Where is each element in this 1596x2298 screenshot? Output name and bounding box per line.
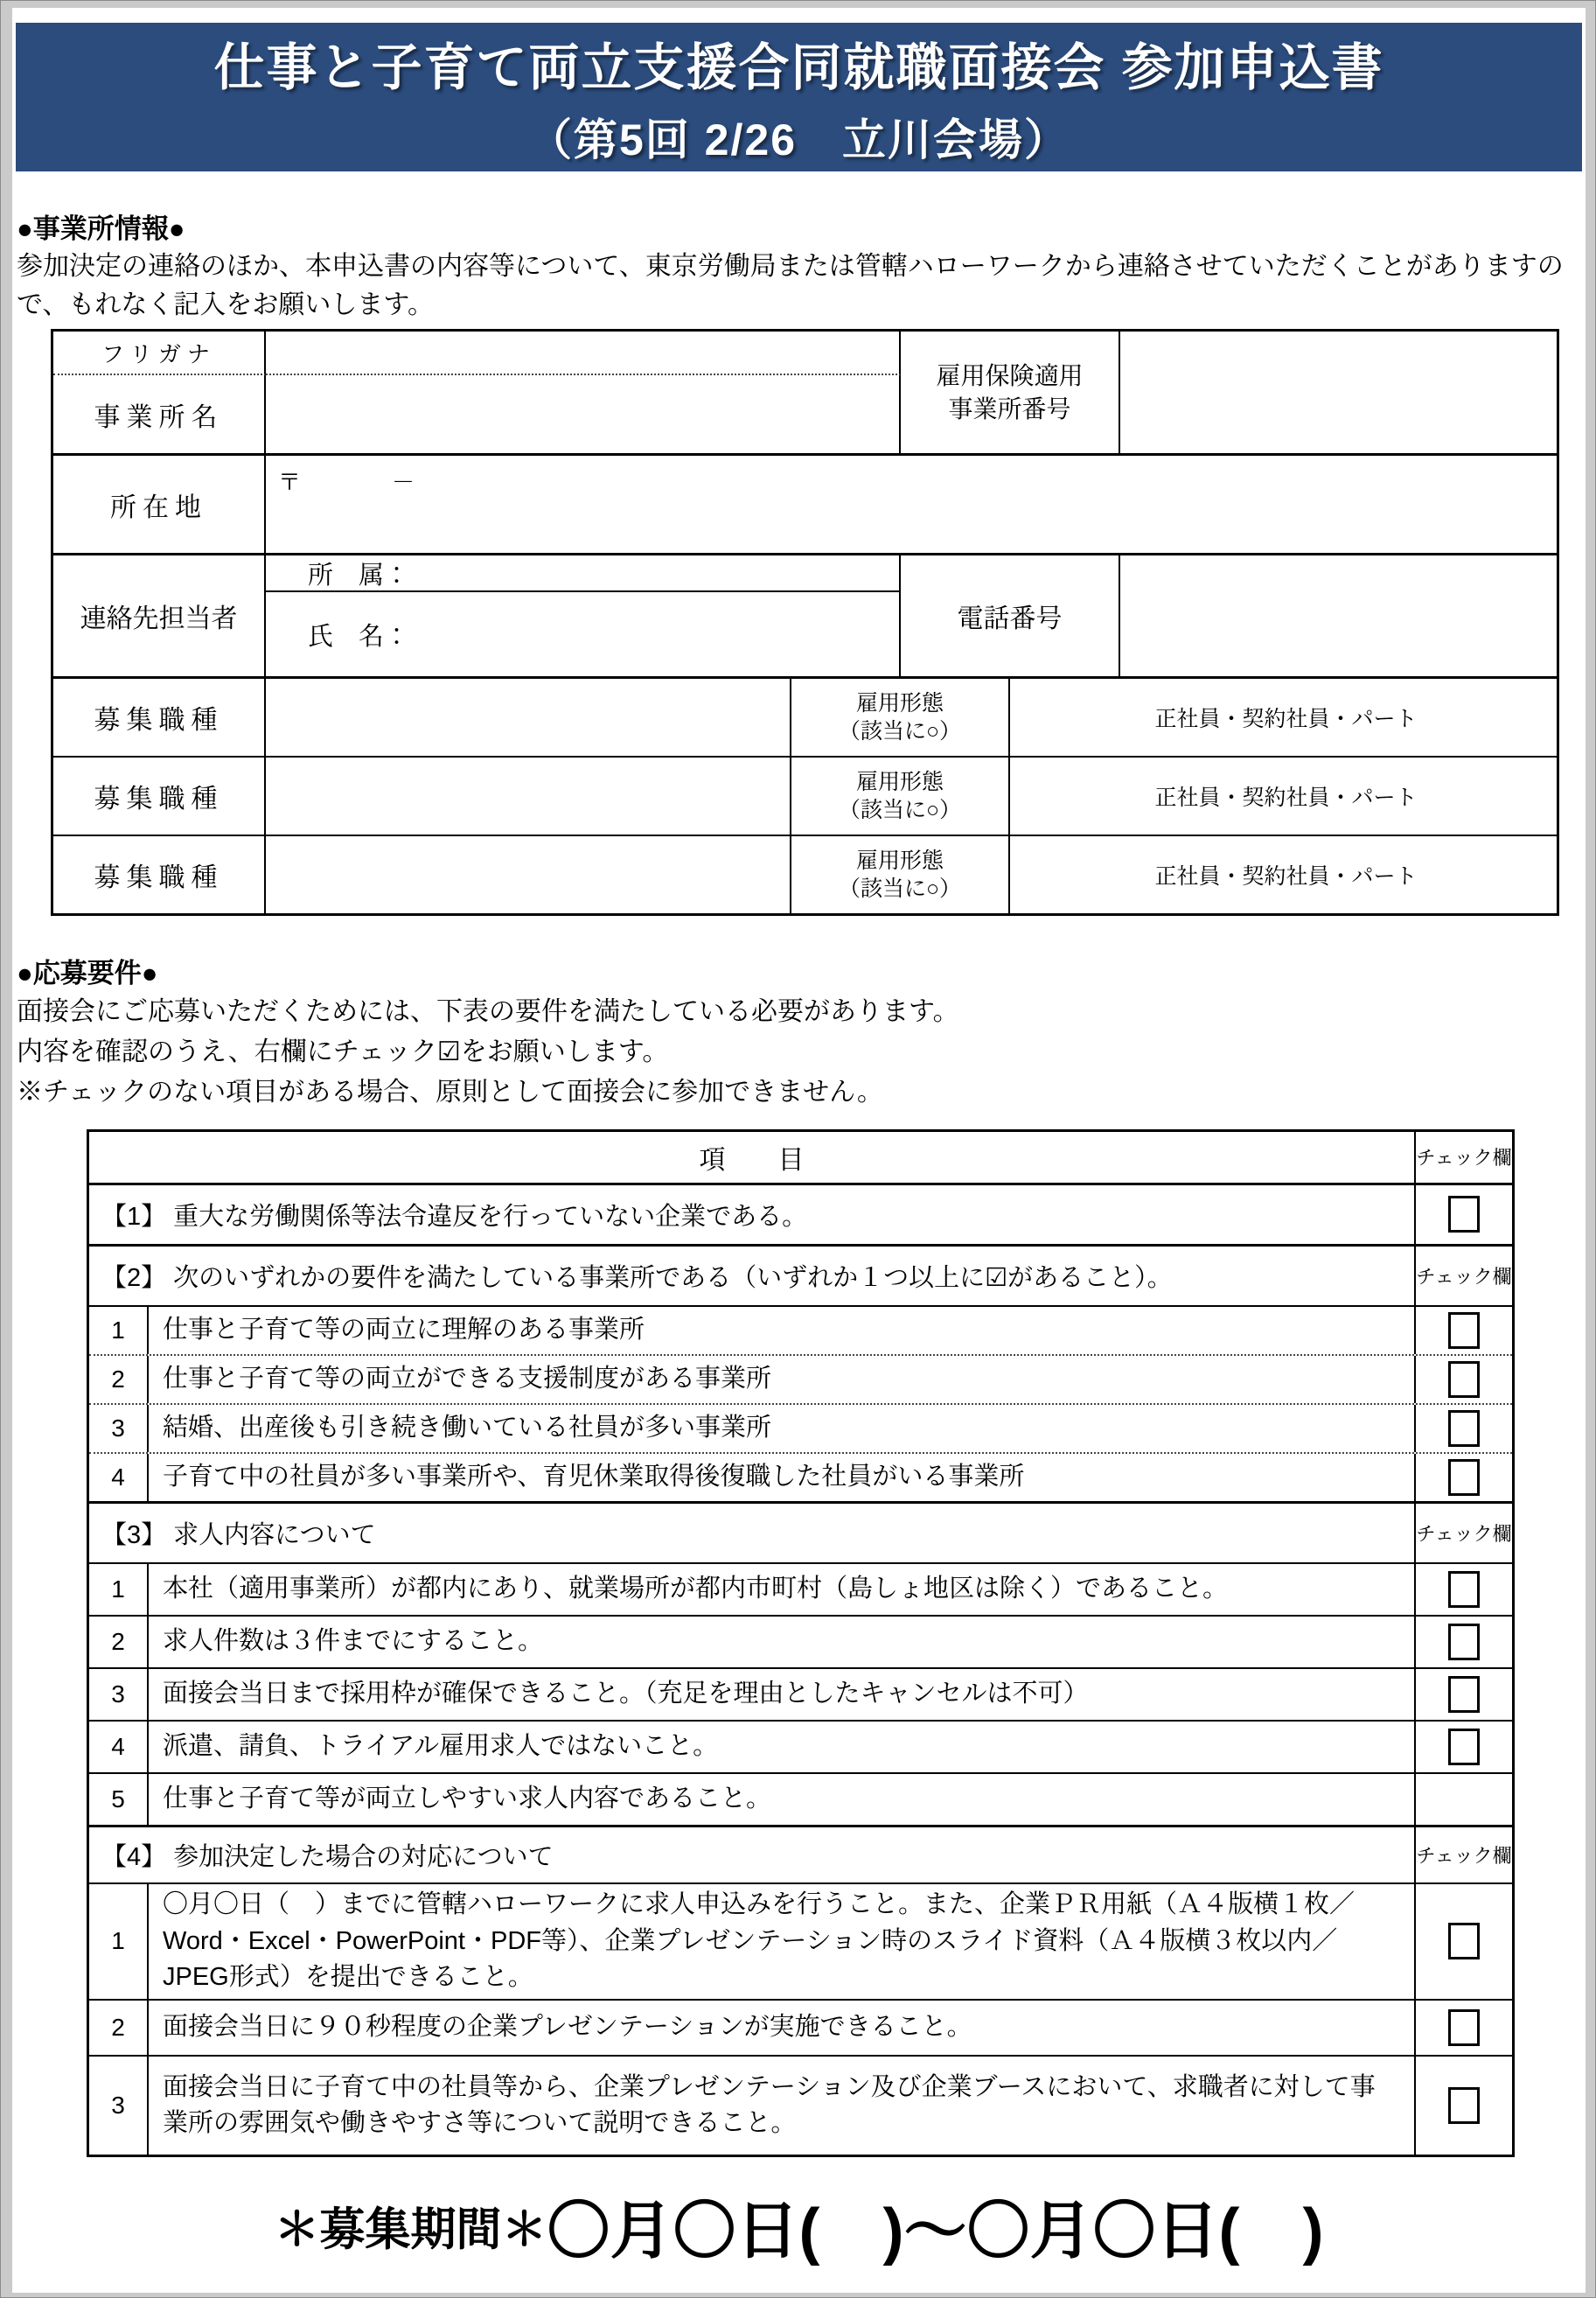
office-info-heading: ●事業所情報● [17,213,185,244]
item-number: 3 [89,1669,149,1720]
office-info-table [51,329,1559,916]
group4-item1-checkbox[interactable] [1448,1923,1480,1959]
job-type-label: 募集職種 [53,836,266,913]
item-text: 子育て中の社員が多い事業所や、育児休業取得後復職した社員がいる事業所 [163,1463,1025,1491]
requirements-table [87,1129,1515,2157]
group2-item4-checkbox[interactable] [1448,1459,1480,1496]
group-3-title: 【3】 求人内容について [101,1520,376,1549]
job-type-label: 募集職種 [53,758,266,835]
group-2-title: 【2】 次のいずれかの要件を満たしている事業所である（いずれか１つ以上に☑があること）。 [101,1263,1173,1292]
group4-item3-checkbox[interactable] [1448,2087,1480,2124]
person-name-input-cell[interactable] [266,592,901,676]
employment-insurance-number-label [901,332,1120,456]
item-number: 4 [89,1722,149,1772]
phone-number-label: 電話番号 [901,555,1120,676]
item-number: 5 [89,1774,149,1825]
check-cell-empty [1414,1774,1512,1825]
requirements-note-2: 内容を確認のうえ、右欄にチェック☑をお願いします。 [17,1037,669,1066]
group-2-item-1 [89,1305,1512,1354]
job-row-3 [53,835,1557,913]
group-4-item-1 [89,1882,1512,1999]
item-text: 結婚、出産後も引き続き働いている社員が多い事業所 [163,1414,772,1442]
office-name-label: 事業所名 [53,375,266,456]
item-number: 4 [89,1454,149,1501]
check-cell [1414,2001,1512,2055]
employment-type-label-line2: （該当に○） [838,877,962,901]
office-name-input-cell[interactable] [266,375,901,456]
check-cell [1414,2057,1512,2155]
check-cell [1414,1669,1512,1720]
check-cell [1414,1722,1512,1772]
group-4-item-3 [89,2055,1512,2155]
item-number: 3 [89,2057,149,2155]
recruitment-period-label: ＊募集期間＊ [274,2204,547,2256]
item-text: 仕事と子育て等が両立しやすい求人内容であること。 [163,1785,772,1813]
item-number: 1 [89,1564,149,1615]
employment-type-label-line1: 雇用形態 [855,690,944,716]
employment-type-label-line2: （該当に○） [838,798,962,822]
check-column-header: チェック欄 [1414,1132,1512,1183]
group-2-item-2 [89,1354,1512,1403]
recruitment-period-line [12,2180,1586,2271]
group-4-header-row [89,1825,1512,1882]
group-3-item-3 [89,1667,1512,1720]
office-info-table-upper [53,332,1557,676]
item-number: 2 [89,1617,149,1667]
group2-item2-checkbox[interactable] [1448,1361,1480,1398]
employment-insurance-number-label-line2: 事業所番号 [948,395,1071,423]
recruitment-period-dates: 〇月〇日( )～〇月〇日( ) [547,2196,1324,2267]
check-cell [1414,1454,1512,1501]
employment-insurance-number-label-line1: 雇用保険適用 [936,361,1084,389]
group-4-check-column-label: チェック欄 [1414,1827,1512,1882]
job-row-1 [53,676,1557,756]
job-type-input-cell[interactable] [266,758,791,835]
group2-item1-checkbox[interactable] [1448,1312,1480,1349]
job-type-input-cell[interactable] [266,679,791,756]
item-text: 仕事と子育て等の両立に理解のある事業所 [163,1316,645,1345]
check-cell [1414,1356,1512,1403]
item-text: 本社（適用事業所）が都内にあり、就業場所が都内市町村（島しょ地区は除く）であること。 [163,1575,1229,1603]
requirement-1-check-cell [1414,1185,1512,1244]
item-text: 派遣、請負、トライアル雇用求人ではないこと。 [163,1732,719,1761]
form-subtitle: （第5回 2/26 立川会場） [527,115,1070,164]
furigana-label: フリガナ [53,332,266,375]
requirements-note-1: 面接会にご応募いただくためには、下表の要件を満たしている必要があります。 [17,997,959,1026]
group2-item3-checkbox[interactable] [1448,1410,1480,1447]
item-text: 面接会当日まで採用枠が確保できること。（充足を理由としたキャンセルは不可） [163,1680,1089,1708]
check-cell [1414,1884,1512,1999]
group-3-check-column-label: チェック欄 [1414,1504,1512,1562]
employment-type-label-line1: 雇用形態 [855,769,944,794]
department-label: 所 属： [308,561,410,590]
group-4-item-2 [89,1999,1512,2055]
department-input-cell[interactable] [266,555,901,592]
item-column-header: 項 目 [699,1145,805,1175]
group3-item2-checkbox[interactable] [1448,1624,1480,1660]
group-2-item-3 [89,1403,1512,1452]
requirement-row-1 [89,1183,1512,1244]
address-label: 所在地 [53,456,266,555]
form-title: 仕事と子育て両立支援合同就職面接会 参加申込書 [213,39,1384,96]
requirement-1-checkbox[interactable] [1448,1196,1480,1233]
office-info-note: 参加決定の連絡のほか、本申込書の内容等について、東京労働局または管轄ハローワークから連絡させていただくことがありますので、もれなく記入をお願いします。 [17,252,1564,319]
requirements-heading: ●応募要件● [17,958,158,988]
check-cell [1414,1564,1512,1615]
requirement-1-text: 【1】 重大な労働関係等法令違反を行っていない企業である。 [101,1202,808,1231]
job-type-label: 募集職種 [53,679,266,756]
group-3-item-5 [89,1772,1512,1825]
employment-insurance-number-input-cell[interactable] [1120,332,1557,456]
group-2-item-4 [89,1452,1512,1501]
employment-type-options[interactable]: 正社員・契約社員・パート [1154,707,1418,731]
item-text: 面接会当日に９０秒程度の企業プレゼンテーションが実施できること。 [163,2013,972,2042]
group4-item2-checkbox[interactable] [1448,2009,1480,2046]
employment-type-label [791,679,1010,756]
employment-type-label [791,758,1010,835]
title-banner [16,23,1582,171]
item-number: 1 [89,1307,149,1354]
item-text: 求人件数は３件までにすること。 [163,1627,544,1656]
furigana-input-cell[interactable] [266,332,901,375]
employment-type-label-line2: （該当に○） [838,719,962,744]
check-cell [1414,1307,1512,1354]
employment-type-label-line1: 雇用形態 [855,848,944,873]
item-text: 仕事と子育て等の両立ができる支援制度がある事業所 [163,1365,772,1393]
group-4-title: 【4】 参加決定した場合の対応について [101,1842,554,1871]
group-2-check-column-label: チェック欄 [1414,1247,1512,1305]
job-row-2 [53,756,1557,835]
address-input-cell[interactable] [266,456,1557,555]
item-number: 1 [89,1884,149,1999]
group-3-item-4 [89,1720,1512,1772]
requirements-note-3: ※チェックのない項目がある場合、原則として面接会に参加できません。 [17,1077,883,1107]
employment-type-label [791,836,1010,913]
check-cell [1414,1405,1512,1452]
group3-item4-checkbox[interactable] [1448,1729,1480,1765]
group3-item3-checkbox[interactable] [1448,1676,1480,1713]
group-3-item-2 [89,1615,1512,1667]
group-3-item-1 [89,1562,1512,1615]
item-number: 2 [89,1356,149,1403]
item-text: 面接会当日に子育て中の社員等から、企業プレゼンテーション及び企業ブースにおいて、求職者に対して事業所の雰囲気や働きやすさ等について説明できること。 [163,2072,1376,2137]
item-number: 2 [89,2001,149,2055]
requirements-table-header [89,1132,1512,1183]
group-2-header-row [89,1244,1512,1305]
group-3-header-row [89,1501,1512,1562]
postal-code-mark: 〒 － [278,469,415,495]
check-cell [1414,1617,1512,1667]
item-text: 〇月〇日（ ）までに管轄ハローワークに求人申込みを行うこと。また、企業ＰＲ用紙（Ａ４版横１枚／Word・Excel・PowerPoint・PDF等）、企業プレゼンテーション時のスライド資料（Ａ４版横３枚以内／JPEG形式）を提出できること。 [163,1890,1356,1991]
form-page [12,8,1586,2293]
person-name-label: 氏 名： [308,622,410,651]
job-type-input-cell[interactable] [266,836,791,913]
item-number: 3 [89,1405,149,1452]
phone-number-input-cell[interactable] [1120,555,1557,676]
employment-type-options[interactable]: 正社員・契約社員・パート [1154,864,1418,889]
contact-person-label: 連絡先担当者 [53,555,266,676]
employment-type-options[interactable]: 正社員・契約社員・パート [1154,786,1418,810]
group3-item1-checkbox[interactable] [1448,1571,1480,1608]
